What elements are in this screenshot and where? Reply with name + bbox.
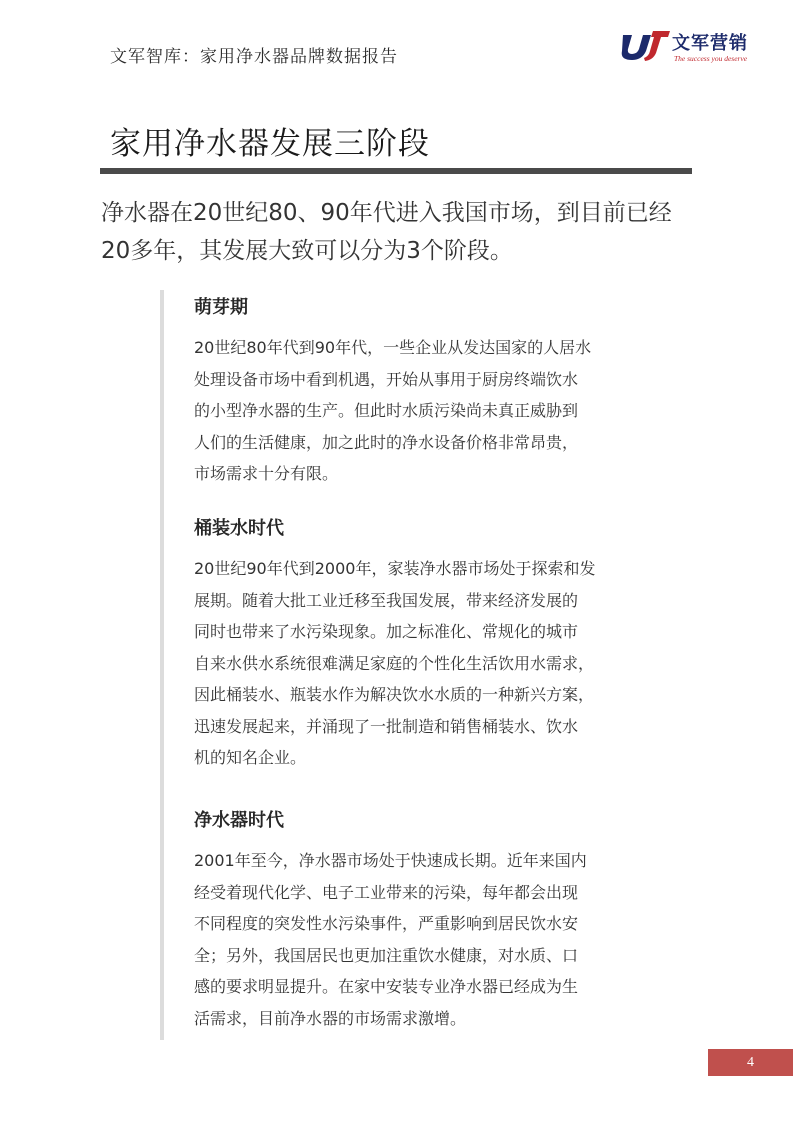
stage-line: 机的知名企业。 [194, 748, 307, 767]
stage-line: 同时也带来了水污染现象。加之标准化、常规化的城市 [194, 622, 579, 641]
header-title: 文军智库：家用净水器品牌数据报告 [110, 47, 398, 67]
stage-line: 活需求，目前净水器的市场需求激增。 [194, 1008, 467, 1028]
stage-line: 迅速发展起来，并涌现了一批制造和销售桶装水、饮水 [194, 716, 579, 736]
stage-heading: 萌芽期 [194, 297, 248, 318]
intro-paragraph [101, 194, 701, 270]
intro-line: 净水器在20世纪80、90年代进入我国市场，到目前已经 [101, 200, 672, 226]
logo-tagline: The success you deserve [674, 54, 748, 63]
stage-line: 感的要求明显提升。在家中安装专业净水器已经成为生 [194, 977, 579, 996]
stages-side-bar [160, 290, 164, 1040]
stage-heading: 桶装水时代 [194, 518, 284, 539]
stage-line: 不同程度的突发性水污染事件，严重影响到居民饮水安 [194, 914, 579, 933]
stage-heading: 净水器时代 [194, 810, 284, 831]
stage-line: 人们的生活健康，加之此时的净水设备价格非常昂贵， [194, 432, 579, 452]
stage-body [194, 845, 674, 1034]
stage-body [194, 553, 674, 774]
title-underline [100, 168, 692, 174]
uj-logo-icon [620, 29, 672, 61]
stage-line: 20世纪90年代到2000年，家装净水器市场处于探索和发 [194, 559, 596, 578]
stage-line: 经受着现代化学、电子工业带来的污染，每年都会出现 [194, 882, 579, 902]
logo-name: 文军营销 [672, 33, 748, 54]
stage-line: 因此桶装水、瓶装水作为解决饮水水质的一种新兴方案， [194, 685, 595, 704]
stage-line: 处理设备市场中看到机遇，开始从事用于厨房终端饮水 [194, 369, 579, 389]
stage-sprouting [194, 293, 674, 490]
intro-line: 20多年，其发展大致可以分为3个阶段。 [101, 238, 513, 264]
page-number: 4 [708, 1049, 793, 1076]
stage-line: 2001年至今，净水器市场处于快速成长期。近年来国内 [194, 851, 587, 870]
stage-line: 市场需求十分有限。 [194, 464, 339, 483]
stage-line: 自来水供水系统很难满足家庭的个性化生活饮用水需求， [194, 653, 595, 673]
section-title: 家用净水器发展三阶段 [110, 126, 430, 162]
stage-line: 20世纪80年代到90年代，一些企业从发达国家的人居水 [194, 338, 592, 357]
stage-line: 全；另外，我国居民也更加注重饮水健康，对水质、口 [194, 945, 579, 965]
stage-line: 展期。随着大批工业迁移至我国发展，带来经济发展的 [194, 590, 579, 610]
stage-line: 的小型净水器的生产。但此时水质污染尚未真正威胁到 [194, 401, 579, 420]
stage-body [194, 332, 674, 490]
stage-bottled-water [194, 514, 674, 774]
stage-purifier-era [194, 806, 674, 1034]
brand-logo [620, 27, 760, 67]
